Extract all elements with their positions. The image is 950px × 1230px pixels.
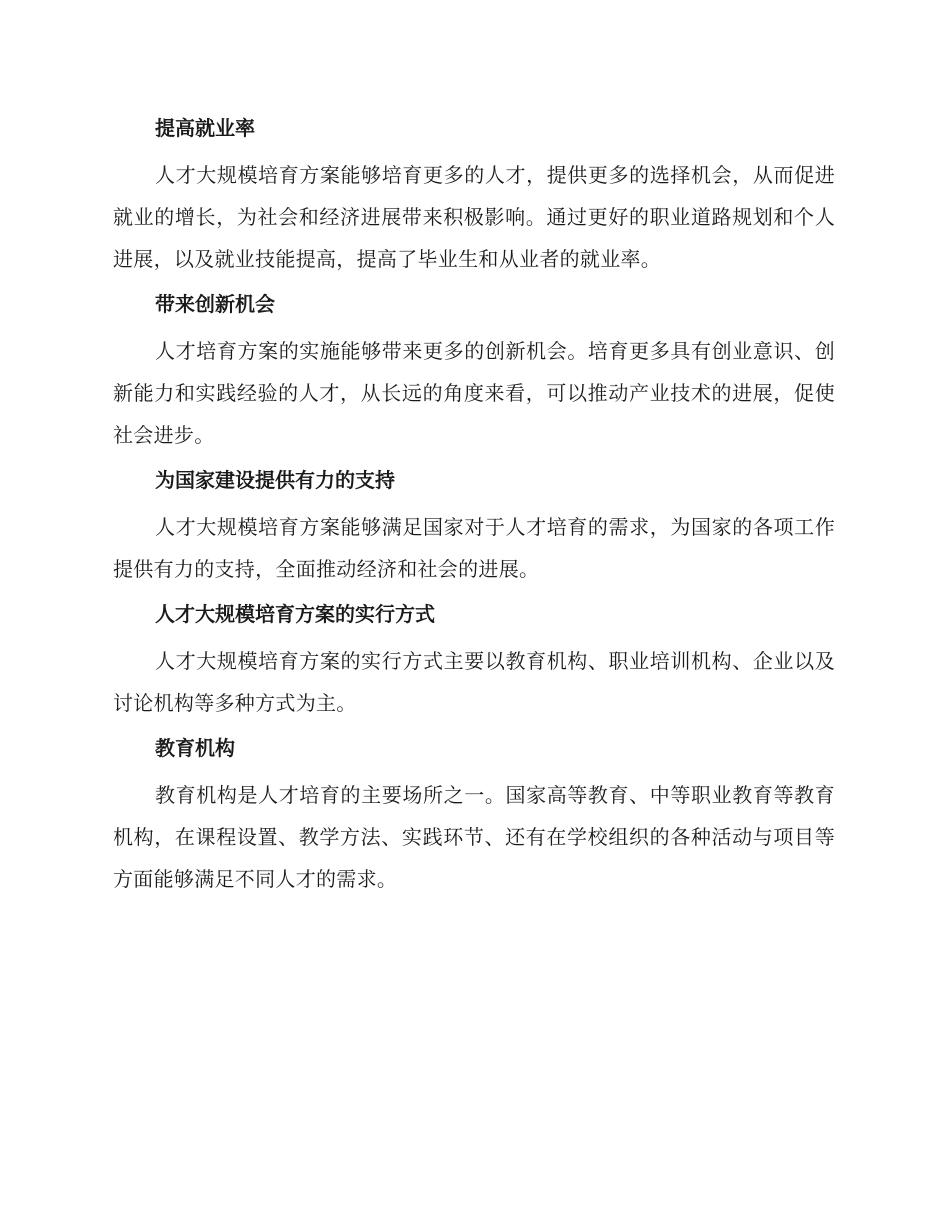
section-paragraph: 人才培育方案的实施能够带来更多的创新机会。培育更多具有创业意识、创新能力和实践经验的人才，从长远的角度来看，可以推动产业技术的进展，促使社会进步。: [113, 339, 835, 447]
section-paragraph: 人才大规模培育方案的实行方式主要以教育机构、职业培训机构、企业以及讨论机构等多种方式为主。: [113, 649, 835, 715]
section-heading: 教育机构: [155, 736, 235, 760]
section-heading: 为国家建设提供有力的支持: [155, 468, 395, 492]
section-paragraph: 人才大规模培育方案能够培育更多的人才，提供更多的选择机会，从而促进就业的增长，为社会和经济进展带来积极影响。通过更好的职业道路规划和个人进展，以及就业技能提高，提高了毕业生和从业者的就业率。: [113, 163, 835, 271]
section-paragraph: 教育机构是人才培育的主要场所之一。国家高等教育、中等职业教育等教育机构，在课程设置、教学方法、实践环节、还有在学校组织的各种活动与项目等方面能够满足不同人才的需求。: [113, 783, 835, 891]
section-heading: 人才大规模培育方案的实行方式: [155, 602, 435, 626]
section-heading: 提高就业率: [155, 116, 255, 140]
section-heading: 带来创新机会: [155, 292, 275, 316]
section-paragraph: 人才大规模培育方案能够满足国家对于人才培育的需求，为国家的各项工作提供有力的支持，全面推动经济和社会的进展。: [113, 515, 835, 581]
document-page: [113, 104, 835, 910]
